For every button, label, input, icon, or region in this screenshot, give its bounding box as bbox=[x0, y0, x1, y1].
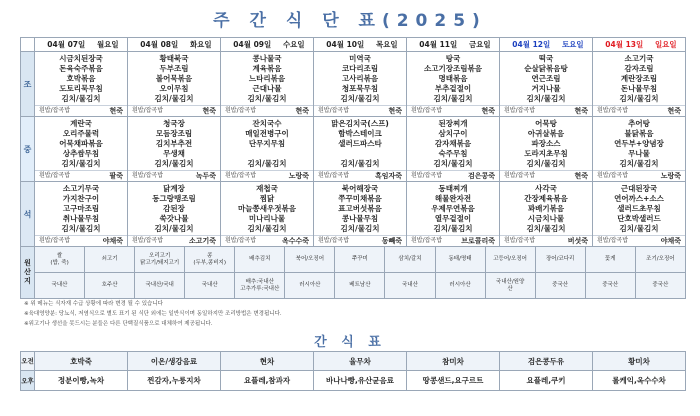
porridge-label: 현죽 bbox=[388, 107, 402, 115]
meal-label: 석 bbox=[21, 182, 35, 247]
menu-item bbox=[314, 149, 406, 159]
rice-label: 흰밥/잡곡밥 bbox=[225, 237, 257, 244]
rice-label: 흰밥/잡곡밥 bbox=[132, 107, 164, 114]
menu-item: 숙주무침 bbox=[438, 149, 468, 158]
menu-item: 김치/물김치 bbox=[526, 224, 566, 233]
menu-cell bbox=[407, 117, 500, 182]
header-corner bbox=[21, 38, 35, 52]
rice-porridge-footer bbox=[221, 170, 313, 181]
rice-porridge-footer bbox=[500, 235, 592, 246]
menu-item: 감된장 bbox=[163, 204, 185, 213]
rice-label: 흰밥/잡곡밥 bbox=[39, 107, 71, 114]
origin-header: 고등어/오징어 bbox=[485, 247, 535, 273]
meal-row bbox=[21, 182, 686, 247]
origin-header: 장어/코다리 bbox=[535, 247, 585, 273]
menu-item: 우제무연볶음 bbox=[431, 204, 475, 213]
origin-value: 국내산 bbox=[185, 273, 235, 299]
menu-item: 꽈배기볶음 bbox=[527, 204, 565, 213]
menu-item: 연두부+양념장 bbox=[614, 139, 664, 148]
menu-item: 김치/물김치 bbox=[340, 94, 380, 103]
menu-item: 시금치된장국 bbox=[59, 54, 103, 63]
porridge-label: 현죽 bbox=[295, 107, 309, 115]
rice-porridge-footer bbox=[35, 235, 127, 246]
note-line: ※육대영양분: 당뇨식, 저염식으로 별도 표기 된 식단 외에는 일반식이며 동일하지만 조리방법은 변경됩니다. bbox=[24, 311, 282, 317]
menu-cell bbox=[35, 52, 128, 117]
rice-porridge-footer bbox=[407, 170, 499, 181]
menu-item: 오이무침 bbox=[159, 84, 189, 93]
porridge-label: 야채죽 bbox=[660, 237, 681, 245]
menu-item: 순살닭볶음탕 bbox=[524, 64, 568, 73]
menu-item: 부추겉절이 bbox=[434, 84, 472, 93]
menu-cell bbox=[314, 117, 407, 182]
origin-header: 쌀 (밥, 죽) bbox=[35, 247, 85, 273]
menu-item: 황태북국 bbox=[159, 54, 189, 63]
menu-item: 명태볶음 bbox=[438, 74, 468, 83]
origin-value: 국내산 bbox=[35, 273, 85, 299]
menu-item: 무생채 bbox=[163, 149, 185, 158]
porridge-label: 녹두죽 bbox=[195, 172, 216, 180]
porridge-label: 팥죽 bbox=[109, 172, 123, 180]
porridge-label: 노랑죽 bbox=[660, 172, 681, 180]
menu-item: 모듬장조림 bbox=[155, 129, 193, 138]
snack-table bbox=[20, 351, 686, 391]
menu-item: 가지찬구이 bbox=[62, 194, 100, 203]
menu-item: 고사리볶음 bbox=[341, 74, 379, 83]
snack-morning-item: 율무차 bbox=[314, 352, 407, 371]
rice-label: 흰밥/잡곡밥 bbox=[504, 172, 536, 179]
rice-porridge-footer bbox=[314, 235, 406, 246]
menu-cell bbox=[35, 117, 128, 182]
rice-porridge-footer bbox=[500, 170, 592, 181]
menu-item: 샐러드초무침 bbox=[617, 204, 661, 213]
menu-cell bbox=[593, 182, 686, 247]
menu-item: 청포묵무침 bbox=[341, 84, 379, 93]
day-header-saturday: 04월 12일 토요일 bbox=[500, 38, 593, 52]
menu-item: 단호박샐러드 bbox=[617, 214, 661, 223]
menu-item: 불닭볶음 bbox=[624, 129, 654, 138]
rice-porridge-footer bbox=[221, 235, 313, 246]
menu-item: 김치/물김치 bbox=[247, 224, 287, 233]
menu-cell bbox=[128, 117, 221, 182]
menu-item: 된장찌개 bbox=[438, 119, 468, 128]
menu-item: 잔치국수 bbox=[252, 119, 282, 128]
menu-item: 돈나물무침 bbox=[620, 84, 658, 93]
rice-porridge-footer bbox=[593, 105, 685, 116]
menu-item: 동태찌개 bbox=[438, 184, 468, 193]
rice-label: 흰밥/잡곡밥 bbox=[132, 172, 164, 179]
menu-item: 연어까스+소스 bbox=[614, 194, 664, 203]
origin-value: 국내산/국내 bbox=[135, 273, 185, 299]
meal-row bbox=[21, 52, 686, 117]
rice-porridge-footer bbox=[500, 105, 592, 116]
menu-item: 함박스테이크 bbox=[338, 129, 382, 138]
menu-item: 김치/물김치 bbox=[619, 94, 659, 103]
porridge-label: 검은콩죽 bbox=[467, 172, 495, 180]
menu-cell bbox=[593, 117, 686, 182]
snack-morning-item: 호박죽 bbox=[35, 352, 128, 371]
rice-label: 흰밥/잡곡밥 bbox=[225, 107, 257, 114]
menu-item: 고구마조림 bbox=[62, 204, 100, 213]
menu-item: 시금치나물 bbox=[527, 214, 565, 223]
menu-item: 소고기국 bbox=[624, 54, 654, 63]
menu-item: 김치/물김치 bbox=[619, 159, 659, 168]
menu-item: 두부조림 bbox=[159, 64, 189, 73]
porridge-label: 동빼죽 bbox=[381, 237, 402, 245]
rice-label: 흰밥/잡곡밥 bbox=[597, 237, 629, 244]
meal-row bbox=[21, 117, 686, 182]
rice-label: 흰밥/잡곡밥 bbox=[504, 107, 536, 114]
origin-value: 러시아산 bbox=[435, 273, 485, 299]
origin-header: 삼치/갈치 bbox=[385, 247, 435, 273]
menu-item: 김치/물김치 bbox=[433, 224, 473, 233]
menu-item: 어묵채파볶음 bbox=[59, 139, 103, 148]
origin-label: 원산지 bbox=[21, 247, 35, 299]
menu-item: 어묵탕 bbox=[535, 119, 557, 128]
origin-header: 꽃게 bbox=[585, 247, 635, 273]
porridge-label: 야채죽 bbox=[102, 237, 123, 245]
menu-item: 찜닭 bbox=[259, 194, 275, 203]
origin-value: 중국산 bbox=[535, 273, 585, 299]
rice-label: 흰밥/잡곡밥 bbox=[504, 237, 536, 244]
menu-cell bbox=[221, 182, 314, 247]
menu-item: 김치/물김치 bbox=[433, 94, 473, 103]
origin-header: 배추김치 bbox=[235, 247, 285, 273]
porridge-label: 현죽 bbox=[667, 107, 681, 115]
rice-porridge-footer bbox=[593, 235, 685, 246]
menu-cell bbox=[35, 182, 128, 247]
menu-item: 김치/물김치 bbox=[154, 224, 194, 233]
origin-header: 콩 (두부,콩비지) bbox=[185, 247, 235, 273]
menu-item: 쑥갓나물 bbox=[159, 214, 189, 223]
rice-label: 흰밥/잡곡밥 bbox=[597, 172, 629, 179]
porridge-label: 브로콜리죽 bbox=[461, 237, 495, 245]
origin-value: 배추:국내산 고추가루:국내산 bbox=[235, 273, 285, 299]
origin-value: 베트남산 bbox=[335, 273, 385, 299]
snack-morning-item: 황미차 bbox=[593, 352, 686, 371]
menu-item: 김치/물김치 bbox=[526, 159, 566, 168]
snack-morning-item: 현차 bbox=[221, 352, 314, 371]
porridge-label: 현죽 bbox=[574, 172, 588, 180]
menu-item: 간장제육볶음 bbox=[524, 194, 568, 203]
rice-label: 흰밥/잡곡밥 bbox=[132, 237, 164, 244]
snack-title: 간 식 표 bbox=[314, 335, 386, 350]
porridge-label: 현죽 bbox=[574, 107, 588, 115]
rice-porridge-footer bbox=[128, 170, 220, 181]
menu-item: 돈육숙주볶음 bbox=[59, 64, 103, 73]
rice-porridge-footer bbox=[407, 105, 499, 116]
menu-item: 샐러드파스타 bbox=[338, 139, 382, 148]
menu-cell bbox=[314, 182, 407, 247]
origin-value: 중국산 bbox=[635, 273, 685, 299]
origin-header: 동태/명태 bbox=[435, 247, 485, 273]
menu-item: 호박볶음 bbox=[66, 74, 96, 83]
menu-item: 쭈꾸미채볶음 bbox=[338, 194, 382, 203]
menu-item: 김치/물김치 bbox=[61, 159, 101, 168]
porridge-label: 흑임자죽 bbox=[374, 172, 402, 180]
menu-item: 코다리조림 bbox=[341, 64, 379, 73]
menu-item: 소고기무국 bbox=[62, 184, 100, 193]
menu-item: 소고기장조림볶음 bbox=[424, 64, 482, 73]
menu-item: 근대된장국 bbox=[620, 184, 658, 193]
menu-item: 재첩국 bbox=[256, 184, 278, 193]
menu-item: 청국장 bbox=[163, 119, 185, 128]
day-header: 04월 11일 금요일 bbox=[407, 38, 500, 52]
rice-label: 흰밥/잡곡밥 bbox=[411, 172, 443, 179]
rice-label: 흰밥/잡곡밥 bbox=[318, 172, 350, 179]
menu-item: 김치/물김치 bbox=[526, 94, 566, 103]
menu-cell bbox=[407, 52, 500, 117]
menu-item: 미역국 bbox=[349, 54, 371, 63]
menu-item: 콩나물무침 bbox=[341, 214, 379, 223]
menu-item: 콩나물국 bbox=[252, 54, 282, 63]
menu-item: 마늘쫑새우젓볶음 bbox=[238, 204, 296, 213]
menu-item: 무나물 bbox=[628, 149, 650, 158]
rice-label: 흰밥/잡곡밥 bbox=[39, 237, 71, 244]
origin-table bbox=[20, 246, 686, 299]
menu-cell bbox=[500, 182, 593, 247]
menu-item: 미나리나물 bbox=[248, 214, 286, 223]
menu-item bbox=[221, 149, 313, 159]
rice-label: 흰밥/잡곡밥 bbox=[318, 107, 350, 114]
page-title: 주 간 식 단 표(2025) bbox=[213, 11, 487, 31]
menu-item: 삼치구이 bbox=[438, 129, 468, 138]
menu-item: 김치부추전 bbox=[155, 139, 193, 148]
note-line: ※위고기나 생선을 못드시는 분들은 다른 단백질식품으로 대체하여 제공됩니다. bbox=[24, 321, 213, 327]
snack-afternoon-item: 정분이빵,녹차 bbox=[35, 371, 128, 391]
menu-item: 감자채볶음 bbox=[434, 139, 472, 148]
menu-item: 연근조림 bbox=[531, 74, 561, 83]
rice-label: 흰밥/잡곡밥 bbox=[411, 107, 443, 114]
menu-item: 떡국 bbox=[538, 54, 554, 63]
menu-item: 도토리묵무침 bbox=[59, 84, 103, 93]
weekly-menu-table bbox=[20, 37, 686, 247]
menu-cell bbox=[500, 52, 593, 117]
menu-item: 김치/물김치 bbox=[433, 159, 473, 168]
rice-porridge-footer bbox=[128, 105, 220, 116]
menu-cell bbox=[221, 117, 314, 182]
origin-value: 국내산/원양 산 bbox=[485, 273, 535, 299]
rice-label: 흰밥/잡곡밥 bbox=[225, 172, 257, 179]
snack-row-label-morning: 오전 bbox=[21, 352, 35, 371]
origin-header: 쇠고기 bbox=[85, 247, 135, 273]
snack-morning-item: 이온/생강음료 bbox=[128, 352, 221, 371]
menu-item: 도라지초무침 bbox=[524, 149, 568, 158]
rice-label: 흰밥/잡곡밥 bbox=[597, 107, 629, 114]
rice-porridge-footer bbox=[314, 105, 406, 116]
menu-item: 김치/물김치 bbox=[247, 94, 287, 103]
snack-afternoon-item: 찐감자,누룽지차 bbox=[128, 371, 221, 391]
snack-afternoon-item: 요플레,참과자 bbox=[221, 371, 314, 391]
menu-cell bbox=[407, 182, 500, 247]
menu-item: 상추쌈무침 bbox=[62, 149, 100, 158]
menu-item: 표고버섯볶음 bbox=[338, 204, 382, 213]
rice-porridge-footer bbox=[593, 170, 685, 181]
porridge-label: 옥수수죽 bbox=[281, 237, 309, 245]
snack-row-label-afternoon: 오후 bbox=[21, 371, 35, 391]
rice-porridge-footer bbox=[221, 105, 313, 116]
menu-item: 추어탕 bbox=[628, 119, 650, 128]
menu-item: 오리주물럭 bbox=[62, 129, 100, 138]
menu-item: 계육볶음 bbox=[252, 64, 282, 73]
menu-item: 김치/물김치 bbox=[154, 94, 194, 103]
menu-item: 거지나물 bbox=[531, 84, 561, 93]
menu-cell bbox=[314, 52, 407, 117]
rice-porridge-footer bbox=[314, 170, 406, 181]
menu-item: 김치/물김치 bbox=[61, 94, 101, 103]
note-line: ※ 위 메뉴는 식자재 수급 상황에 따라 변경 될 수 있습니다 bbox=[24, 301, 163, 307]
origin-value: 러시아산 bbox=[285, 273, 335, 299]
meal-label: 조 bbox=[21, 52, 35, 117]
menu-item: 근대나물 bbox=[252, 84, 282, 93]
menu-item: 계란국 bbox=[70, 119, 92, 128]
snack-afternoon-item: 땅콩샌드,요구르트 bbox=[407, 371, 500, 391]
menu-item: 김치/물김치 bbox=[154, 159, 194, 168]
menu-item: 맑은김치국(스프) bbox=[331, 119, 389, 128]
menu-item: 김치/물김치 bbox=[340, 224, 380, 233]
rice-porridge-footer bbox=[35, 170, 127, 181]
menu-item: 단무지무침 bbox=[248, 139, 286, 148]
origin-header: 쭈꾸미 bbox=[335, 247, 385, 273]
menu-cell bbox=[500, 117, 593, 182]
menu-item: 파장소스 bbox=[531, 139, 561, 148]
origin-value: 중국산 bbox=[585, 273, 635, 299]
origin-value: 호주산 bbox=[85, 273, 135, 299]
menu-item: 볼어묵볶음 bbox=[155, 74, 193, 83]
menu-item: 닭계장 bbox=[163, 184, 185, 193]
snack-afternoon-item: 요플레,쿠키 bbox=[500, 371, 593, 391]
menu-cell bbox=[128, 182, 221, 247]
menu-cell bbox=[593, 52, 686, 117]
day-header: 04월 07일 월요일 bbox=[35, 38, 128, 52]
menu-item: 열무겉절이 bbox=[434, 214, 472, 223]
porridge-label: 버섯죽 bbox=[567, 237, 588, 245]
menu-item: 해물완자전 bbox=[434, 194, 472, 203]
origin-header: 조기/오징어 bbox=[635, 247, 685, 273]
rice-label: 흰밥/잡곡밥 bbox=[411, 237, 443, 244]
rice-porridge-footer bbox=[407, 235, 499, 246]
menu-item: 매일전병구이 bbox=[245, 129, 289, 138]
porridge-label: 현죽 bbox=[109, 107, 123, 115]
menu-item: 동그랑땡조림 bbox=[152, 194, 196, 203]
menu-item: 아귀살볶음 bbox=[527, 129, 565, 138]
menu-item: 계란장조림 bbox=[620, 74, 658, 83]
notes bbox=[24, 299, 282, 329]
menu-cell bbox=[128, 52, 221, 117]
menu-item: 탕국 bbox=[445, 54, 461, 63]
rice-label: 흰밥/잡곡밥 bbox=[318, 237, 350, 244]
snack-afternoon-item: 롤케익,옥수수차 bbox=[593, 371, 686, 391]
menu-item: 김치/물김치 bbox=[340, 159, 380, 168]
menu-item: 북어해장국 bbox=[341, 184, 379, 193]
day-header-sunday: 04월 13일 일요일 bbox=[593, 38, 686, 52]
snack-morning-item: 검은콩두유 bbox=[500, 352, 593, 371]
rice-label: 흰밥/잡곡밥 bbox=[39, 172, 71, 179]
menu-item: 김치/물김치 bbox=[619, 224, 659, 233]
menu-item: 김치/물김치 bbox=[247, 159, 287, 168]
menu-cell bbox=[221, 52, 314, 117]
menu-item: 김치/물김치 bbox=[61, 224, 101, 233]
meal-label: 중 bbox=[21, 117, 35, 182]
menu-item: 취나물무침 bbox=[62, 214, 100, 223]
origin-value: 국내산 bbox=[385, 273, 435, 299]
porridge-label: 현죽 bbox=[481, 107, 495, 115]
day-header: 04월 10일 목요일 bbox=[314, 38, 407, 52]
menu-item: 사각국 bbox=[535, 184, 557, 193]
menu-item: 감자조림 bbox=[624, 64, 654, 73]
porridge-label: 소고기죽 bbox=[188, 237, 216, 245]
menu-item: 느타리볶음 bbox=[248, 74, 286, 83]
porridge-label: 노랑죽 bbox=[288, 172, 309, 180]
day-header-row bbox=[21, 38, 686, 52]
origin-header: 오리고기 닭고기/돼지고기 bbox=[135, 247, 185, 273]
origin-header: 북어/오징어 bbox=[285, 247, 335, 273]
rice-porridge-footer bbox=[35, 105, 127, 116]
porridge-label: 현죽 bbox=[202, 107, 216, 115]
snack-afternoon-item: 바나나빵,유산균음료 bbox=[314, 371, 407, 391]
day-header: 04월 08일 화요일 bbox=[128, 38, 221, 52]
snack-morning-item: 참미차 bbox=[407, 352, 500, 371]
day-header: 04월 09일 수요일 bbox=[221, 38, 314, 52]
rice-porridge-footer bbox=[128, 235, 220, 246]
